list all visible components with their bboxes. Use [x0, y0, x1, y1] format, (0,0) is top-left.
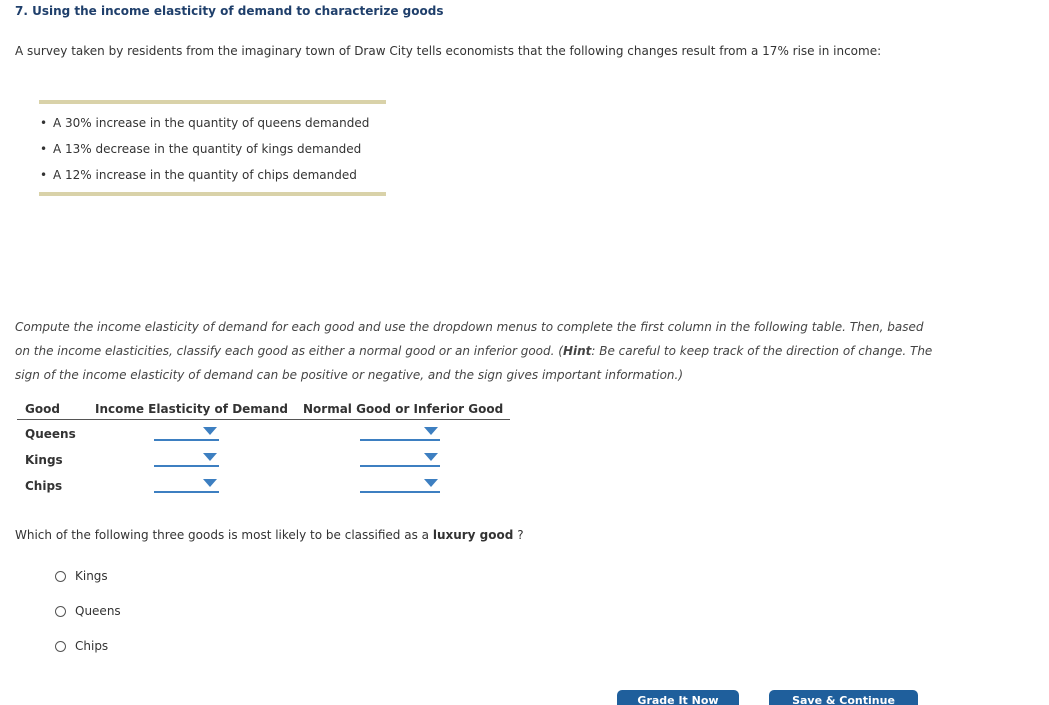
header-elasticity: Income Elasticity of Demand: [95, 402, 289, 416]
hint-label: Hint: [562, 344, 592, 358]
save-and-continue-button[interactable]: Save & Continue: [769, 690, 918, 705]
queens-good-type-dropdown[interactable]: [360, 425, 440, 441]
question-title: 7. Using the income elasticity of demand to characterize goods: [15, 4, 444, 18]
chips-elasticity-dropdown[interactable]: [154, 477, 219, 493]
chips-good-type-dropdown[interactable]: [360, 477, 440, 493]
list-item: • A 30% increase in the quantity of queens demanded: [40, 116, 370, 130]
luxury-question: Which of the following three goods is most likely to be classified as a luxury good ?: [15, 528, 524, 542]
radio-button[interactable]: [55, 571, 66, 582]
list-item: • A 13% decrease in the quantity of kings demanded: [40, 142, 362, 156]
kings-good-type-dropdown[interactable]: [360, 451, 440, 467]
dropdown-arrow-icon: [424, 479, 438, 487]
changes-box: [39, 100, 386, 196]
bullet-icon: •: [40, 168, 48, 182]
header-good: Good: [25, 402, 60, 416]
bullet-icon: •: [40, 116, 48, 130]
dropdown-arrow-icon: [203, 453, 217, 461]
radio-option-chips[interactable]: Chips: [55, 639, 108, 653]
row-label-kings: Kings: [25, 453, 63, 467]
question-intro: A survey taken by residents from the imaginary town of Draw City tells economists that the following changes result from a 17% rise in income:: [15, 44, 882, 58]
dropdown-arrow-icon: [424, 453, 438, 461]
queens-elasticity-dropdown[interactable]: [154, 425, 219, 441]
list-item: • A 12% increase in the quantity of chips demanded: [40, 168, 357, 182]
radio-option-queens[interactable]: Queens: [55, 604, 121, 618]
table-rule: [17, 419, 510, 420]
dropdown-arrow-icon: [203, 427, 217, 435]
dropdown-arrow-icon: [203, 479, 217, 487]
radio-option-kings[interactable]: Kings: [55, 569, 108, 583]
bullet-icon: •: [40, 142, 48, 156]
instructions-text: Compute the income elasticity of demand for each good and use the dropdown menus to complete the first column in the following table. Then, based on the income elasticities, classify each good as either a normal good or an inferior good. (Hint: Be careful to keep track of the direction of change. The sign of the income elasticity of demand can be positive or negative, and the sign gives important information.): [15, 320, 933, 382]
kings-elasticity-dropdown[interactable]: [154, 451, 219, 467]
row-label-queens: Queens: [25, 427, 76, 441]
grade-it-now-button[interactable]: Grade It Now: [617, 690, 739, 705]
radio-button[interactable]: [55, 606, 66, 617]
row-label-chips: Chips: [25, 479, 63, 493]
luxury-term: luxury good: [432, 528, 514, 542]
header-good-type: Normal Good or Inferior Good: [303, 402, 504, 416]
radio-button[interactable]: [55, 641, 66, 652]
dropdown-arrow-icon: [424, 427, 438, 435]
